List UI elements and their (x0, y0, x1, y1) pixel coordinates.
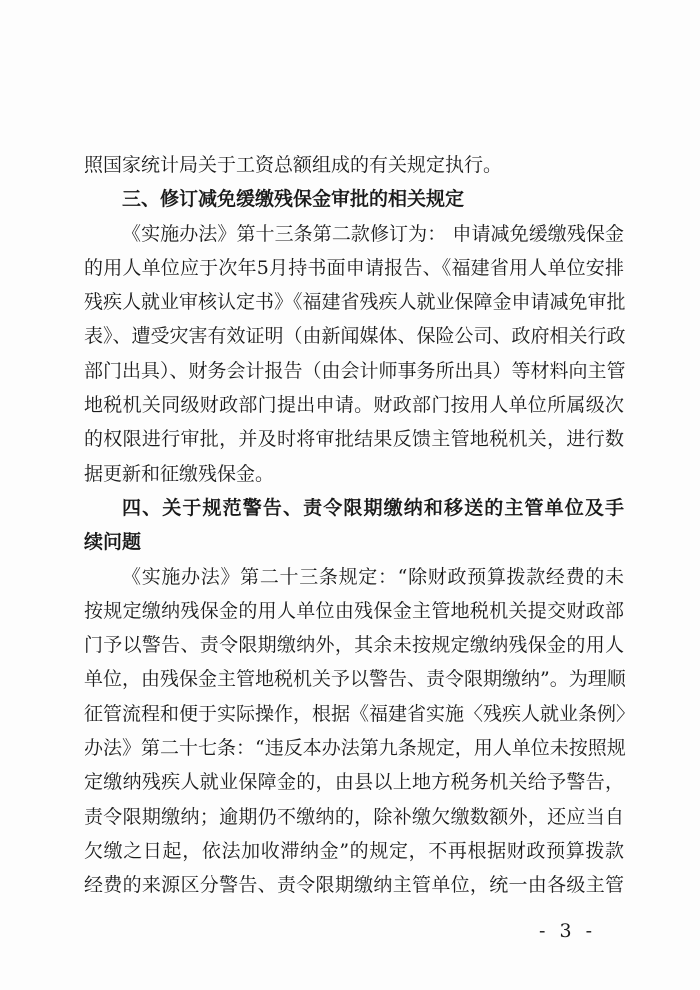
paragraph-line: 欠缴之日起，依法加收滞纳金”的规定，不再根据财政预算拨款 (84, 839, 624, 862)
paragraph-line: 据更新和征缴残保金。 (84, 462, 275, 485)
paragraph-line: 门予以警告、责令限期缴纳外，其余未按规定缴纳残保金的用人 (84, 634, 624, 657)
section-heading-line: 续问题 (84, 531, 142, 554)
paragraph-line: 部门出具）、财务会计报告（由会计师事务所出具）等材料向主管 (84, 359, 626, 382)
paragraph-line: 征管流程和便于实际操作，根据《福建省实施〈残疾人就业条例〉 (84, 702, 636, 725)
page-number: - 3 - (538, 920, 596, 942)
paragraph-line: 责令限期缴纳；逾期仍不缴纳的，除补缴欠缴数额外，还应当自 (84, 805, 624, 828)
paragraph-line: 按规定缴纳残保金的用人单位由残保金主管地税机关提交财政部 (84, 599, 624, 622)
paragraph-line: 办法》第二十七条：“违反本办法第九条规定，用人单位未按照规 (84, 737, 626, 760)
paragraph-line: 《实施办法》第二十三条规定：“除财政预算拨款经费的未 (122, 565, 624, 588)
paragraph-line: 《实施办法》第十三条第二款修订为： 申请减免缓缴残保金 (122, 222, 624, 245)
paragraph-line: 残疾人就业审核认定书》《福建省残疾人就业保障金申请减免审批 (84, 291, 626, 314)
paragraph-line: 经费的来源区分警告、责令限期缴纳主管单位，统一由各级主管 (84, 874, 624, 897)
section-heading-line: 三、修订减免缓缴残保金审批的相关规定 (122, 188, 465, 211)
paragraph-line: 照国家统计局关于工资总额组成的有关规定执行。 (84, 154, 503, 176)
paragraph-line: 的用人单位应于次年5月持书面申请报告、《福建省用人单位安排 (84, 256, 624, 279)
document-body (84, 148, 636, 903)
section-heading-line: 四、关于规范警告、责令限期缴纳和移送的主管单位及手 (122, 496, 624, 519)
paragraph-line: 单位，由残保金主管地税机关予以警告、责令限期缴纳”。为理顺 (84, 668, 626, 691)
paragraph-line: 地税机关同级财政部门提出申请。财政部门按用人单位所属级次 (84, 394, 624, 417)
paragraph-line: 定缴纳残疾人就业保障金的，由县以上地方税务机关给予警告， (84, 771, 624, 794)
paragraph-line: 的权限进行审批，并及时将审批结果反馈主管地税机关，进行数 (84, 428, 624, 451)
paragraph-line: 表》、遭受灾害有效证明（由新闻媒体、保险公司、政府相关行政 (84, 325, 626, 348)
